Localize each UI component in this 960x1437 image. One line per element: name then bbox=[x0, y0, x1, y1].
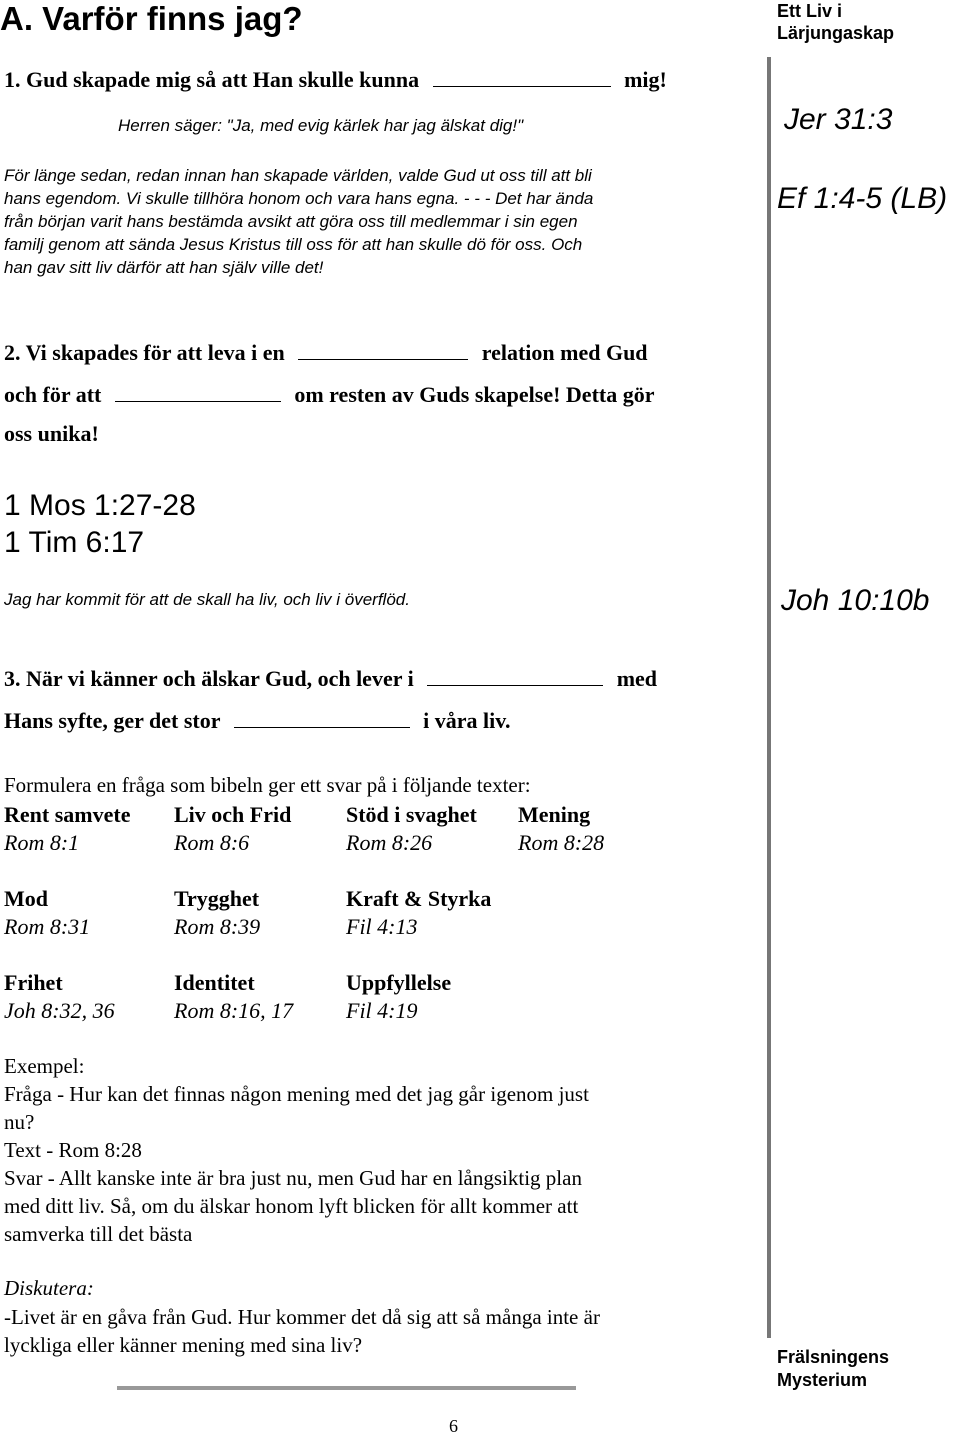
point-2-line-2-after: om resten av Guds skapelse! Detta gör bbox=[294, 382, 655, 407]
topic-title: Kraft & Styrka bbox=[346, 886, 492, 911]
sidebar-ref-ef: Ef 1:4-5 (LB) bbox=[777, 182, 948, 215]
page-number: 6 bbox=[449, 1416, 458, 1436]
exempel-line: Svar - Allt kanske inte är bra just nu, men Gud har en långsiktig plan bbox=[4, 1166, 582, 1190]
topic-ref: Rom 8:26 bbox=[346, 830, 433, 855]
diskutera-line: lyckliga eller känner mening med sina liv? bbox=[4, 1333, 363, 1357]
exempel-line: med ditt liv. Så, om du älskar honom lyft blicken för allt kommer att bbox=[4, 1194, 579, 1218]
point-2-line-1-before: 2. Vi skapades för att leva i en bbox=[4, 340, 285, 365]
point-2-line-2-before: och för att bbox=[4, 382, 102, 407]
body-line-3: från början varit hans bestämda avsikt att göra oss till medlemmar i sin egen bbox=[4, 212, 578, 231]
topic-ref: Rom 8:28 bbox=[518, 830, 605, 855]
topic-title: Rent samvete bbox=[4, 802, 131, 827]
exempel-label: Exempel bbox=[4, 1054, 79, 1078]
topic-title: Frihet bbox=[4, 970, 63, 995]
sidebar-divider bbox=[767, 57, 771, 1338]
point-1-after: mig! bbox=[624, 67, 667, 92]
point-2-line-1 bbox=[4, 337, 648, 366]
sidebar-ref-joh: Joh 10:10b bbox=[781, 584, 930, 617]
fill-blank[interactable] bbox=[298, 337, 468, 360]
quote: Herren säger: "Ja, med evig kärlek har jag älskat dig!" bbox=[118, 116, 524, 135]
exempel-line: Fråga - Hur kan det finnas någon mening med det jag går igenom just bbox=[4, 1082, 589, 1106]
point-2-line-3: oss unika! bbox=[4, 421, 99, 446]
point-3-line-2-after: i våra liv. bbox=[423, 708, 511, 733]
topic-ref: Fil 4:13 bbox=[346, 914, 418, 939]
topic-ref: Rom 8:1 bbox=[4, 830, 80, 855]
page-heading: A. Varför finns jag? bbox=[0, 0, 303, 37]
brand-top bbox=[777, 0, 894, 44]
topic-title: Identitet bbox=[174, 970, 255, 995]
topic-ref: Rom 8:16, 17 bbox=[174, 998, 294, 1023]
fill-blank[interactable] bbox=[115, 379, 281, 402]
sidebar-ref-jer: Jer 31:3 bbox=[784, 103, 893, 136]
topic-ref: Joh 8:32, 36 bbox=[4, 998, 115, 1023]
brand-top-line1: Ett Liv i bbox=[777, 1, 843, 21]
point-2-line-1-after: relation med Gud bbox=[481, 340, 648, 365]
body-line-4: familj genom att sända Jesus Kristus till oss för att han skulle dö för oss. Och bbox=[4, 235, 583, 254]
topic-title: Mod bbox=[4, 886, 48, 911]
point-3-line-1 bbox=[4, 663, 657, 692]
exempel-colon: : bbox=[78, 1054, 85, 1078]
point-3-line-1-before: 3. När vi känner och älskar Gud, och lever i bbox=[4, 666, 414, 691]
fill-blank[interactable] bbox=[433, 64, 611, 87]
body-line-2: hans egendom. Vi skulle tillhöra honom och vara hans egna. - - - Det har ända bbox=[4, 189, 594, 208]
topic-title: Uppfyllelse bbox=[346, 970, 452, 995]
brand-bottom-line1: Frälsningens bbox=[777, 1347, 890, 1367]
point-1-before: 1. Gud skapade mig så att Han skulle kunna bbox=[4, 67, 420, 92]
topic-title: Stöd i svaghet bbox=[346, 802, 477, 827]
exempel-heading bbox=[4, 1054, 84, 1079]
point-3-line-1-after: med bbox=[616, 666, 658, 691]
ref-1-mos: 1 Mos 1:27-28 bbox=[4, 489, 196, 522]
topic-title: Mening bbox=[518, 802, 591, 827]
brand-bottom bbox=[777, 1346, 889, 1392]
formulera-prompt: Formulera en fråga som bibeln ger ett svar på i följande texter: bbox=[4, 773, 531, 797]
topic-ref: Rom 8:6 bbox=[174, 830, 250, 855]
topic-ref: Rom 8:31 bbox=[4, 914, 91, 939]
verse-joh: Jag har kommit för att de skall ha liv, och liv i överflöd. bbox=[4, 590, 410, 609]
brand-top-line2: Lärjungaskap bbox=[777, 23, 895, 43]
point-2-line-2 bbox=[4, 379, 654, 408]
topic-ref: Fil 4:19 bbox=[346, 998, 418, 1023]
body-line-5: han gav sitt liv därför att han själv ville det! bbox=[4, 258, 324, 277]
exempel-line: Text - Rom 8:28 bbox=[4, 1138, 142, 1162]
fill-blank[interactable] bbox=[427, 663, 603, 686]
topic-ref: Rom 8:39 bbox=[174, 914, 261, 939]
footer-divider bbox=[117, 1386, 576, 1390]
body-line-1: För länge sedan, redan innan han skapade världen, valde Gud ut oss till att bli bbox=[4, 166, 592, 185]
brand-bottom-line2: Mysterium bbox=[777, 1370, 868, 1390]
topic-title: Liv och Frid bbox=[174, 802, 292, 827]
point-3-line-2 bbox=[4, 705, 511, 734]
topic-title: Trygghet bbox=[174, 886, 260, 911]
diskutera-label: Diskutera: bbox=[4, 1276, 94, 1300]
point-3-line-2-before: Hans syfte, ger det stor bbox=[4, 708, 221, 733]
point-1 bbox=[4, 64, 667, 93]
ref-1-tim: 1 Tim 6:17 bbox=[4, 526, 145, 559]
fill-blank[interactable] bbox=[234, 705, 410, 728]
exempel-line: nu? bbox=[4, 1110, 35, 1134]
exempel-line: samverka till det bästa bbox=[4, 1222, 193, 1246]
diskutera-line: -Livet är en gåva från Gud. Hur kommer det då sig att så många inte är bbox=[4, 1305, 600, 1329]
